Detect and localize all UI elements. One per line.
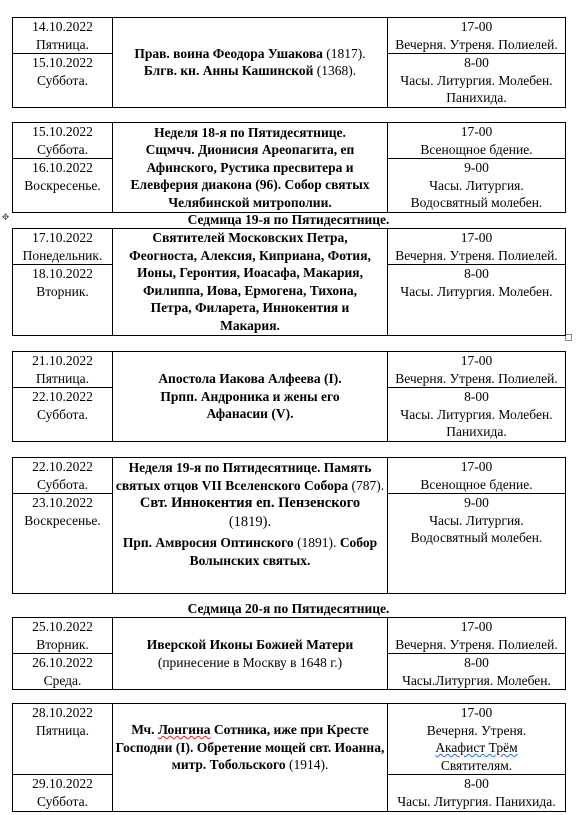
service-time: 17-00 — [460, 230, 493, 245]
service-text: Панихида. — [446, 424, 507, 440]
date: 23.10.2022 — [32, 495, 93, 511]
day-cell — [13, 159, 113, 213]
schedule-table — [12, 17, 566, 108]
service-text: Панихида. — [446, 90, 507, 106]
week-heading: Седмица 20-я по Пятидесятнице. — [187, 601, 390, 616]
feast-cell — [113, 18, 388, 108]
feast-line: Неделя 19-я по Пятидесятнице. Память святых отцов VII Вселенского Собора (787). — [115, 460, 385, 493]
feast-line: Неделя 18-я по Пятидесятнице. — [154, 124, 346, 140]
feast-line: Блгв. кн. Анны Кашинской (1368). — [143, 63, 357, 79]
week-heading: Седмица 19-я по Пятидесятнице. — [187, 212, 390, 227]
date: 22.10.2022 — [32, 389, 93, 405]
date: 26.10.2022 — [32, 655, 93, 671]
table-move-handle-icon[interactable]: ✥ — [1, 213, 10, 223]
service-text: Водосвятный молебен. — [410, 195, 543, 211]
service-cell — [388, 458, 566, 494]
service-cell — [388, 265, 566, 335]
service-time: 17-00 — [460, 619, 493, 634]
feast-cell — [113, 618, 388, 690]
date: 15.10.2022 — [32, 124, 93, 139]
service-cell — [388, 18, 566, 54]
feast-line: Сщмчч. Дионисия Ареопагита, еп — [145, 142, 355, 158]
weekday: Суббота. — [37, 476, 88, 492]
service-time: 8-00 — [464, 655, 489, 671]
weekday: Суббота. — [37, 406, 88, 422]
day-cell — [13, 18, 113, 54]
date: 14.10.2022 — [32, 19, 93, 34]
service-time: 17-00 — [460, 353, 493, 368]
feast-line: Иверской Иконы Божией Матери — [146, 637, 354, 653]
day-cell — [13, 458, 113, 494]
weekday: Пятница. — [36, 36, 89, 52]
schedule-table — [12, 228, 566, 336]
date: 22.10.2022 — [32, 459, 93, 474]
service-text: Часы.Литургия. Молебен. — [402, 672, 551, 688]
feast-cell — [113, 229, 388, 336]
schedule-table — [12, 457, 566, 594]
service-text: Часы. Литургия. — [429, 177, 524, 193]
service-cell — [388, 494, 566, 594]
feast-line: Афанасии (V). — [206, 406, 294, 422]
service-time: 17-00 — [460, 705, 493, 720]
day-cell — [13, 775, 113, 811]
service-text: Святителям. — [440, 757, 513, 773]
service-cell — [388, 388, 566, 442]
service-cell — [388, 618, 566, 654]
day-cell — [13, 494, 113, 594]
service-cell — [388, 775, 566, 811]
weekday: Пятница. — [36, 370, 89, 386]
service-text: Часы. Литургия. Молебен. — [400, 406, 553, 422]
service-text: Вечерня. Утреня. Полиелей. — [395, 370, 558, 386]
schedule-table — [12, 351, 566, 442]
feast-line: Челябинской митрополии. — [168, 194, 332, 210]
service-time: 9-00 — [464, 495, 489, 511]
service-text: Всенощное бдение. — [420, 476, 533, 492]
table-resize-handle[interactable] — [565, 334, 572, 341]
weekday: Вторник. — [36, 283, 89, 299]
weekday: Пятница. — [36, 722, 89, 738]
service-cell — [388, 123, 566, 159]
day-cell — [13, 229, 113, 265]
schedule-table — [12, 122, 566, 213]
day-cell — [13, 54, 113, 108]
date: 15.10.2022 — [32, 55, 93, 71]
service-text: Часы. Литургия. Молебен. — [400, 72, 553, 88]
feast-line: Елевферия диакона (96). Собор святых — [130, 177, 370, 193]
weekday: Вторник. — [36, 636, 89, 652]
day-cell — [13, 654, 113, 690]
feast-line: Ионы, Геронтия, Иоасафа, Макария, — [137, 265, 363, 281]
feast-line: Прав. воина Феодора Ушакова (1817). — [134, 45, 366, 61]
service-cell — [388, 159, 566, 213]
feast-line: Макария. — [220, 317, 280, 333]
day-cell — [13, 388, 113, 442]
service-cell — [388, 704, 566, 775]
date: 25.10.2022 — [32, 619, 93, 634]
weekday: Воскресенье. — [24, 177, 101, 193]
service-text: Часы. Литургия. Молебен. — [400, 283, 553, 299]
service-time: 8-00 — [464, 55, 489, 71]
service-time: 8-00 — [464, 389, 489, 405]
service-time: 8-00 — [464, 266, 489, 282]
day-cell — [13, 618, 113, 654]
service-text: Акафист Трём — [435, 740, 518, 756]
service-text: Часы. Литургия. — [429, 512, 524, 528]
day-cell — [13, 265, 113, 335]
feast-line: Мч. Лонгина Сотника, иже при Кресте Господни (I). Обретение мощей свт. Иоанна, митр. Тобольского (1914). — [115, 722, 385, 773]
service-time: 17-00 — [460, 124, 493, 139]
feast-line: Филиппа, Иова, Ермогена, Тихона, — [142, 282, 358, 298]
date: 16.10.2022 — [32, 160, 93, 176]
feast-line: Апостола Иакова Алфеева (I). — [158, 371, 342, 387]
service-cell — [388, 352, 566, 388]
service-text: Часы. Литургия. Панихида. — [397, 793, 556, 809]
weekday: Суббота. — [37, 72, 88, 88]
service-cell — [388, 654, 566, 690]
service-cell — [388, 54, 566, 108]
feast-line: Феогноста, Алексия, Киприана, Фотия, — [129, 247, 371, 263]
feast-line: Афинского, Рустика пресвитера и — [146, 159, 354, 175]
date: 28.10.2022 — [32, 705, 93, 720]
weekday: Суббота. — [37, 141, 88, 157]
date: 29.10.2022 — [32, 776, 93, 792]
date: 18.10.2022 — [32, 266, 93, 282]
feast-cell — [113, 458, 388, 594]
weekday: Среда. — [43, 672, 82, 688]
weekday: Понедельник. — [22, 247, 103, 263]
feast-line: Петра, Филарета, Иннокентия и — [150, 300, 350, 316]
service-text: Вечерня. Утреня. — [426, 722, 527, 738]
service-text: Вечерня. Утреня. Полиелей. — [395, 36, 558, 52]
weekday: Воскресенье. — [24, 512, 101, 528]
feast-cell — [113, 352, 388, 442]
feast-line: Свт. Иннокентия еп. Пензенского (1819). — [139, 495, 361, 531]
service-time: 17-00 — [460, 459, 493, 474]
feast-cell — [113, 704, 388, 812]
day-cell — [13, 704, 113, 775]
feast-line: Прп. Амвросия Оптинского (1891). Собор Волынских святых. — [122, 535, 378, 568]
service-cell — [388, 229, 566, 265]
service-time: 17-00 — [460, 19, 493, 34]
service-time: 8-00 — [464, 776, 489, 792]
date: 17.10.2022 — [32, 230, 93, 245]
schedule-table — [12, 617, 566, 690]
weekday: Суббота. — [37, 793, 88, 809]
feast-line: (принесение в Москву в 1648 г.) — [157, 654, 343, 670]
service-text: Всенощное бдение. — [420, 141, 533, 157]
day-cell — [13, 352, 113, 388]
schedule-table — [12, 703, 566, 812]
feast-cell — [113, 123, 388, 213]
day-cell — [13, 123, 113, 159]
service-text: Вечерня. Утреня. Полиелей. — [395, 247, 558, 263]
service-text: Вечерня. Утреня. Полиелей. — [395, 636, 558, 652]
feast-line: Прпп. Андроника и жены его — [160, 388, 340, 404]
feast-line: Святителей Московских Петра, — [152, 230, 348, 245]
service-text: Водосвятный молебен. — [410, 530, 543, 546]
service-time: 9-00 — [464, 160, 489, 176]
date: 21.10.2022 — [32, 353, 93, 368]
